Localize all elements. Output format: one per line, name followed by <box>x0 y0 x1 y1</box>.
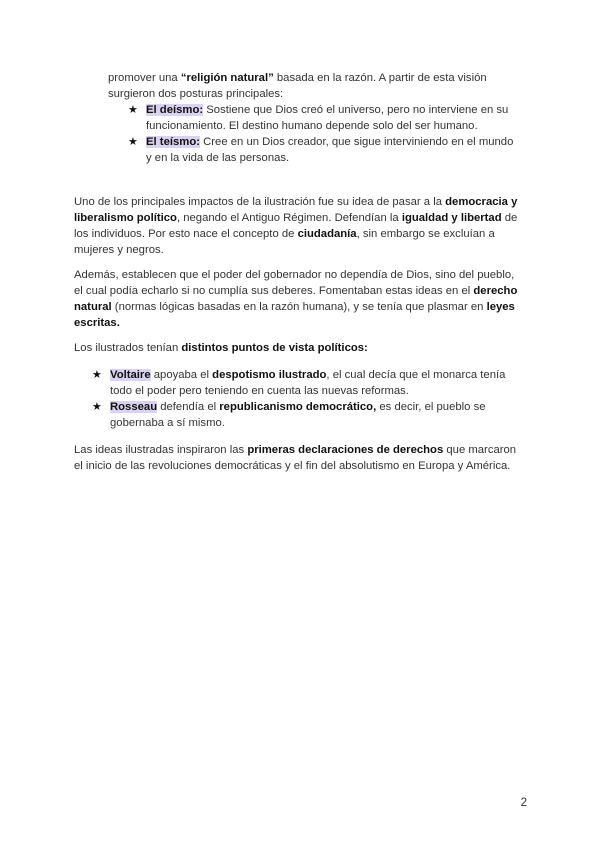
star-bullet-icon: ★ <box>92 369 102 381</box>
list-item <box>128 134 522 166</box>
postures-list <box>128 102 522 166</box>
list-item <box>128 102 522 134</box>
political-views-list <box>92 367 522 431</box>
intro-text: promover una <box>108 72 181 84</box>
posture-text: Cree en un Dios creador, que sigue interviniendo en el mundo y en la vida de las personas. <box>146 136 514 164</box>
posture-label: El deísmo: <box>146 104 204 116</box>
paragraph-democracy: Uno de los principales impactos de la ilustración fue su idea de pasar a la democracia y liberalismo político, negando el Antiguo Régimen. Defendían la igualdad y libertad de los individuos. Por esto nace el concepto de ciudadanía, sin embargo se excluían a mujeres y negros. <box>74 196 518 256</box>
intro-text: basada en la razón. A partir de esta visión surgieron dos posturas principales: <box>108 72 487 100</box>
paragraph-power: Además, establecen que el poder del gobernador no dependía de Dios, sino del pueblo, el cual podía echarlo si no cumplía sus deberes. Fomentaban estas ideas en el derecho natural (normas lógicas basadas en la razón humana), y se tenía que plasmar en leyes escritas. <box>74 269 518 329</box>
star-bullet-icon: ★ <box>128 104 138 116</box>
thinker-name: Voltaire <box>110 369 151 381</box>
list-item: ★ Voltaire apoyaba el despotismo ilustrado, el cual decía que el monarca tenía todo el poder pero teniendo en cuenta las nuevas reformas. <box>92 369 506 397</box>
thinker-name: Rosseau <box>110 401 158 413</box>
posture-label: El teísmo: <box>146 136 200 148</box>
star-bullet-icon: ★ <box>128 136 138 148</box>
intro-paragraph <box>108 70 522 102</box>
star-bullet-icon: ★ <box>92 401 102 413</box>
posture-text: Sostiene que Dios creó el universo, pero no interviene en su funcionamiento. El destino humano depende solo del ser humano. <box>146 104 509 132</box>
page-number: 2 <box>520 797 527 809</box>
intro-bold: “religión natural” <box>180 72 274 84</box>
paragraph-declarations: Las ideas ilustradas inspiraron las primeras declaraciones de derechos que marcaron el inicio de las revoluciones democráticas y el fin del absolutismo en Europa y América. <box>74 444 517 472</box>
paragraph-views-intro: Los ilustrados tenían distintos puntos de vista políticos: <box>74 342 368 354</box>
list-item: ★ Rosseau defendía el republicanismo democrático, es decir, el pueblo se gobernaba a sí mismo. <box>92 401 486 429</box>
